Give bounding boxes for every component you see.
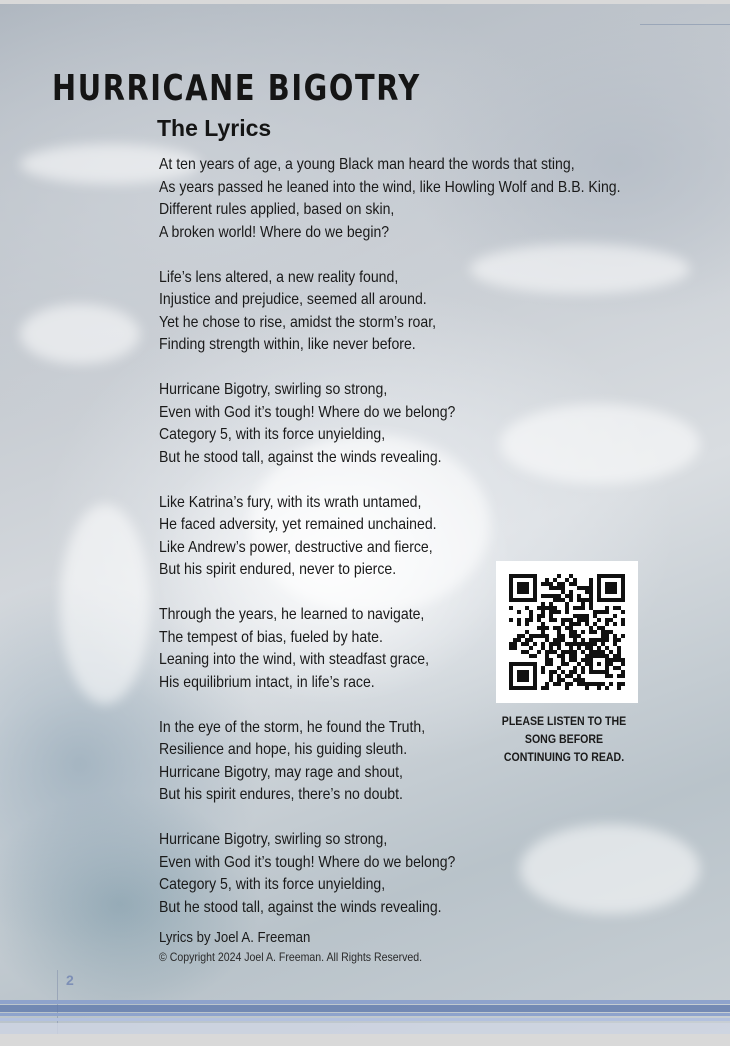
- lyric-stanza: [159, 829, 719, 919]
- lyric-line: Hurricane Bigotry, swirling so strong,: [159, 831, 388, 848]
- footer-band: [0, 1005, 730, 1012]
- lyric-line: Injustice and prejudice, seemed all around.: [159, 291, 427, 308]
- lyric-line: A broken world! Where do we begin?: [159, 223, 390, 241]
- lyric-line: He faced adversity, yet remained unchained.: [159, 516, 437, 533]
- lyric-line: At ten years of age, a young Black man heard the words that sting,: [159, 156, 575, 173]
- lyrics-body: [159, 154, 719, 942]
- lyric-line: The tempest of bias, fueled by hate.: [159, 628, 383, 646]
- page-number: 2: [66, 972, 74, 988]
- footer-band: [0, 1000, 730, 1004]
- lyric-stanza: [159, 154, 719, 244]
- lyric-line: In the eye of the storm, he found the Truth,: [159, 718, 426, 736]
- lyric-line: Finding strength within, like never before.: [159, 336, 416, 353]
- qr-caption-line: CONTINUING TO READ.: [503, 752, 625, 764]
- lyrics-credit: Lyrics by Joel A. Freeman: [159, 929, 311, 946]
- lyric-line: But he stood tall, against the winds revealing.: [159, 898, 442, 916]
- page-subtitle: The Lyrics: [157, 115, 272, 141]
- lyric-line: Leaning into the wind, with steadfast grace,: [159, 651, 430, 668]
- lyric-line: Through the years, he learned to navigate,: [159, 606, 425, 623]
- qr-code[interactable]: [496, 561, 638, 703]
- lyric-line: Hurricane Bigotry, swirling so strong,: [159, 381, 388, 398]
- footer-band: [0, 1013, 730, 1016]
- lyric-line: Even with God it’s tough! Where do we belong?: [159, 403, 456, 421]
- lyric-line: Category 5, with its force unyielding,: [159, 876, 386, 893]
- lyric-line: But his spirit endures, there’s no doubt.: [159, 786, 403, 803]
- lyric-line: Different rules applied, based on skin,: [159, 201, 395, 218]
- lyric-line: But he stood tall, against the winds revealing.: [159, 448, 442, 466]
- cloud-texture: [20, 304, 140, 364]
- lyric-stanza: [159, 267, 719, 357]
- footer-band: [0, 1018, 730, 1021]
- qr-caption-line: SONG BEFORE: [524, 734, 604, 746]
- lyric-line: His equilibrium intact, in life’s race.: [159, 673, 375, 691]
- qr-caption: [494, 713, 634, 767]
- cloud-texture: [60, 504, 150, 704]
- qr-caption-line: PLEASE LISTEN TO THE: [501, 716, 627, 728]
- lyric-line: Even with God it’s tough! Where do we belong?: [159, 853, 456, 871]
- footer-band: [0, 1023, 730, 1034]
- lyric-stanza: [159, 379, 719, 469]
- lyric-line: Yet he chose to rise, amidst the storm’s roar,: [159, 313, 437, 331]
- header-rule: [640, 24, 730, 25]
- lyric-line: Category 5, with its force unyielding,: [159, 426, 386, 443]
- lyric-line: Life’s lens altered, a new reality found,: [159, 268, 399, 286]
- qr-code-icon: [509, 574, 625, 690]
- lyric-line: Resilience and hope, his guiding sleuth.: [159, 741, 408, 758]
- copyright-notice: © Copyright 2024 Joel A. Freeman. All Rights Reserved.: [159, 950, 423, 964]
- lyric-line: Like Katrina’s fury, with its wrath untamed,: [159, 493, 422, 511]
- lyrics-page: [0, 4, 730, 1034]
- lyric-line: Like Andrew’s power, destructive and fierce,: [159, 538, 433, 556]
- lyric-line: As years passed he leaned into the wind, like Howling Wolf and B.B. King.: [159, 178, 621, 196]
- lyric-stanza: [159, 717, 719, 807]
- page-title: HURRICANE BIGOTRY: [52, 68, 421, 109]
- lyric-line: But his spirit endured, never to pierce.: [159, 561, 397, 578]
- lyric-line: Hurricane Bigotry, may rage and shout,: [159, 763, 403, 781]
